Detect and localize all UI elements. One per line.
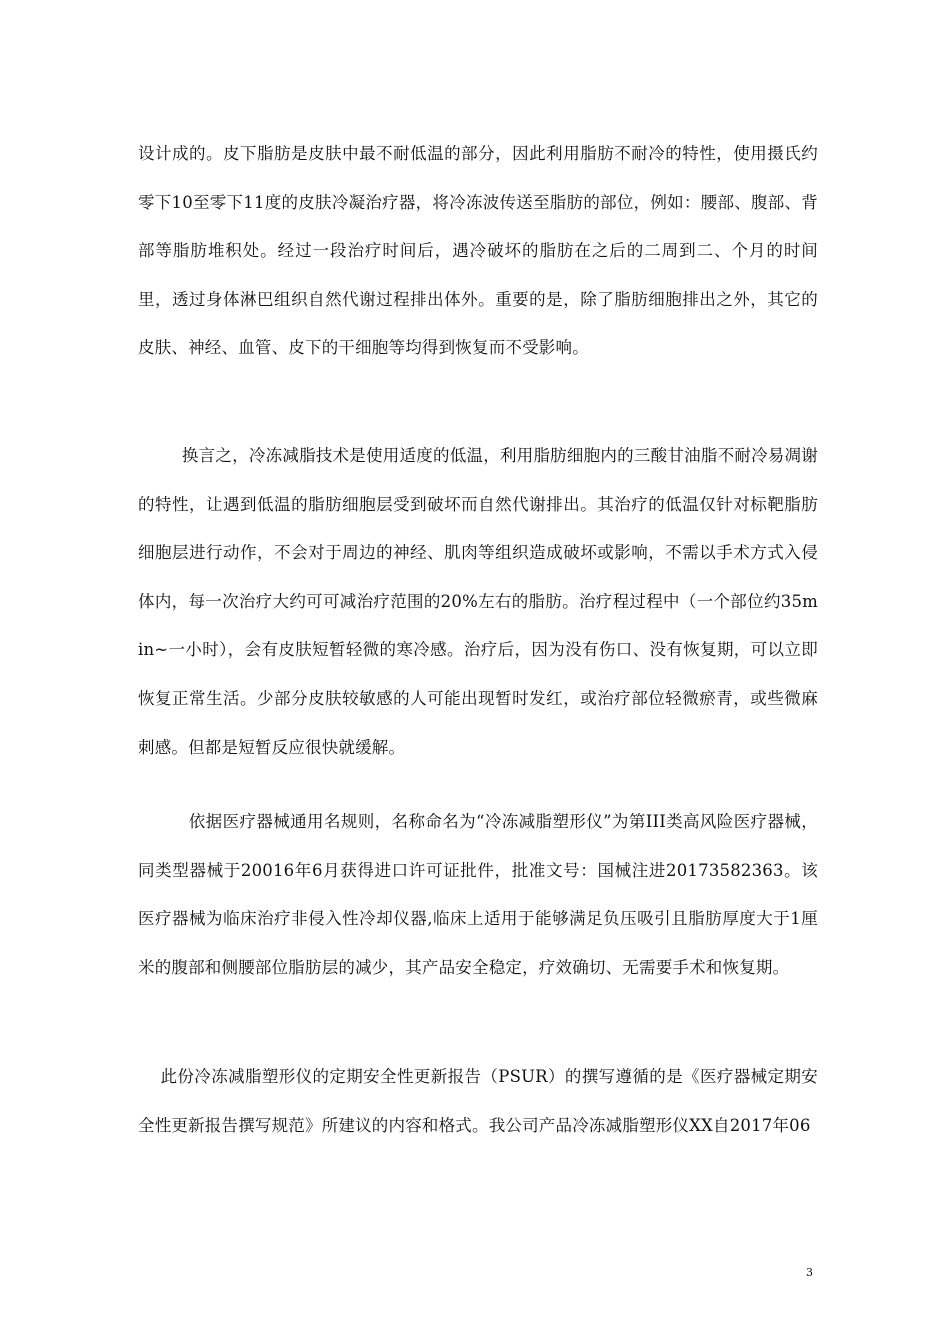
page-number: 3 bbox=[806, 1266, 813, 1279]
paragraph-cryolipolysis-principle: 设计成的。皮下脂肪是皮肤中最不耐低温的部分，因此利用脂肪不耐冷的特性，使用摄氏约零下10至零下11度的皮肤冷凝治疗器，将冷冻波传送至脂肪的部位，例如：腰部、腹部、背部等脂肪堆积处。经过一段治疗时间后，遇冷破坏的脂肪在之后的二周到二、个月的时间里，透过身体淋巴组织自然代谢过程排出体外。重要的是，除了脂肪细胞排出之外，其它的皮肤、神经、血管、皮下的干细胞等均得到恢复而不受影响。 bbox=[138, 144, 818, 358]
paragraph-psur-intro: 此份冷冻减脂塑形仪的定期安全性更新报告（PSUR）的撰写遵循的是《医疗器械定期安全性更新报告撰写规范》所建议的内容和格式。我公司产品冷冻减脂塑形仪XX自2017年06 bbox=[138, 1067, 818, 1135]
paragraph-device-classification: 依据医疗器械通用名规则，名称命名为“冷冻减脂塑形仪”为第III类高风险医疗器械，同类型器械于20016年6月获得进口许可证批件，批准文号：国械注进20173582363。该医疗器械为临床治疗非侵入性冷却仪器,临床上适用于能够满足负压吸引且脂肪厚度大于1厘米的腹部和侧腰部位脂肪层的减少，其产品安全稳定，疗效确切、无需要手术和恢复期。 bbox=[138, 812, 818, 977]
paragraph-technique-summary: 换言之，冷冻减脂技术是使用适度的低温，利用脂肪细胞内的三酸甘油脂不耐冷易凋谢的特性，让遇到低温的脂肪细胞层受到破坏而自然代谢排出。其治疗的低温仅针对标靶脂肪细胞层进行动作，不会对于周边的神经、肌肉等组织造成破坏或影响，不需以手术方式入侵体内，每一次治疗大约可可减治疗范围的20%左右的脂肪。治疗程过程中（一个部位约35min~一小时），会有皮肤短暂轻微的寒冷感。治疗后，因为没有伤口、没有恢复期，可以立即恢复正常生活。少部分皮肤较敏感的人可能出现暂时发红，或治疗部位轻微瘀青，或些微麻刺感。但都是短暂反应很快就缓解。 bbox=[138, 446, 818, 757]
